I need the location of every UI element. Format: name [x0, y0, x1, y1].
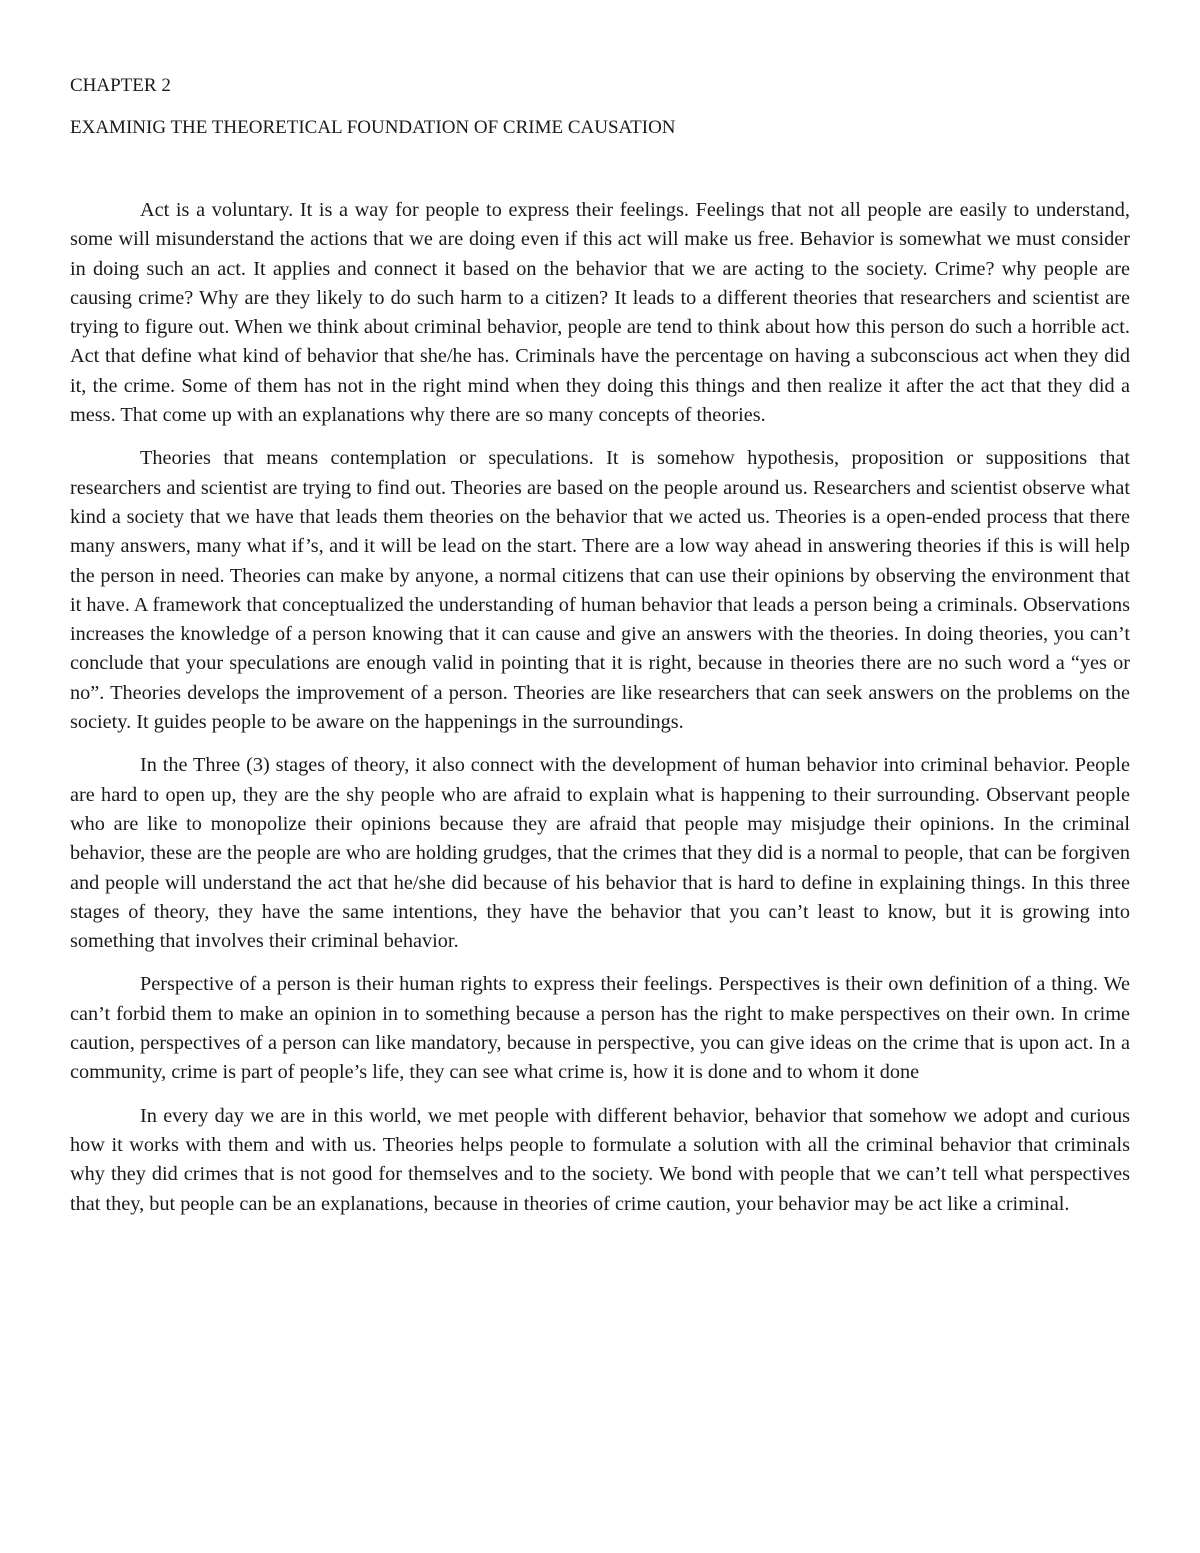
chapter-title: EXAMINIG THE THEORETICAL FOUNDATION OF CRIME CAUSATION: [70, 117, 676, 138]
paragraph-5: In every day we are in this world, we met people with different behavior, behavior that somehow we adopt and curious how it works with them and with us. Theories helps people to formulate a solution with all the criminal behavior that criminals why they did crimes that is not good for themselves and to the society. We bond with people that we can’t tell what perspectives that they, but people can be an explanations, because in theories of crime caution, your behavior may be act like a criminal.: [70, 1104, 1130, 1215]
paragraph-3: In the Three (3) stages of theory, it also connect with the development of human behavior into criminal behavior. People are hard to open up, they are the shy people who are afraid to explain what is happening to their surrounding. Observant people who are like to monopolize their opinions because they are afraid that people may misjudge their opinions. In the criminal behavior, these are the people are who are holding grudges, that the crimes that they did is a normal to people, that can be forgiven and people will understand the act that he/she did because of his behavior that is hard to define in explaining things. In this three stages of theory, they have the same intentions, they have the behavior that you can’t least to know, but it is growing into something that involves their criminal behavior.: [70, 754, 1130, 953]
paragraph-1: Act is a voluntary. It is a way for people to express their feelings. Feelings that not all people are easily to understand, some will misunderstand the actions that we are doing even if this act will make us free. Behavior is somewhat we must consider in doing such an act. It applies and connect it based on the behavior that we are acting to the society. Crime? why people are causing crime? Why are they likely to do such harm to a citizen? It leads to a different theories that researchers and scientist are trying to figure out. When we think about criminal behavior, people are tend to think about how this person do such a horrible act. Act that define what kind of behavior that she/he has. Criminals have the percentage on having a subconscious act when they did it, the crime. Some of them has not in the right mind when they doing this things and then realize it after the act that they did a mess. That come up with an explanations why there are so many concepts of theories.: [70, 199, 1130, 427]
paragraph-4: Perspective of a person is their human rights to express their feelings. Perspectives is their own definition of a thing. We can’t forbid them to make an opinion in to something because a person has the right to make perspectives on their own. In crime caution, perspectives of a person can like mandatory, because in perspective, you can give ideas on the crime that is upon act. In a community, crime is part of people’s life, they can see what crime is, how it is done and to whom it done: [70, 973, 1130, 1084]
document-page: [70, 72, 1130, 1233]
paragraph-2: Theories that means contemplation or speculations. It is somehow hypothesis, proposition or suppositions that researchers and scientist are trying to find out. Theories are based on the people around us. Researchers and scientist observe what kind a society that we have that leads them theories on the behavior that we acted us. Theories is a open-ended process that there many answers, many what if’s, and it will be lead on the start. There are a low way ahead in answering theories if this is will help the person in need. Theories can make by anyone, a normal citizens that can use their opinions by observing the environment that it have. A framework that conceptualized the understanding of human behavior that leads a person being a criminals. Observations increases the knowledge of a person knowing that it can cause and give an answers with the theories. In doing theories, you can’t conclude that your speculations are enough valid in pointing that it is right, because in theories there are no such word a “yes or no”. Theories develops the improvement of a person. Theories are like researchers that can seek answers on the problems on the society. It guides people to be aware on the happenings in the surroundings.: [70, 447, 1130, 734]
chapter-heading: CHAPTER 2: [70, 75, 171, 96]
